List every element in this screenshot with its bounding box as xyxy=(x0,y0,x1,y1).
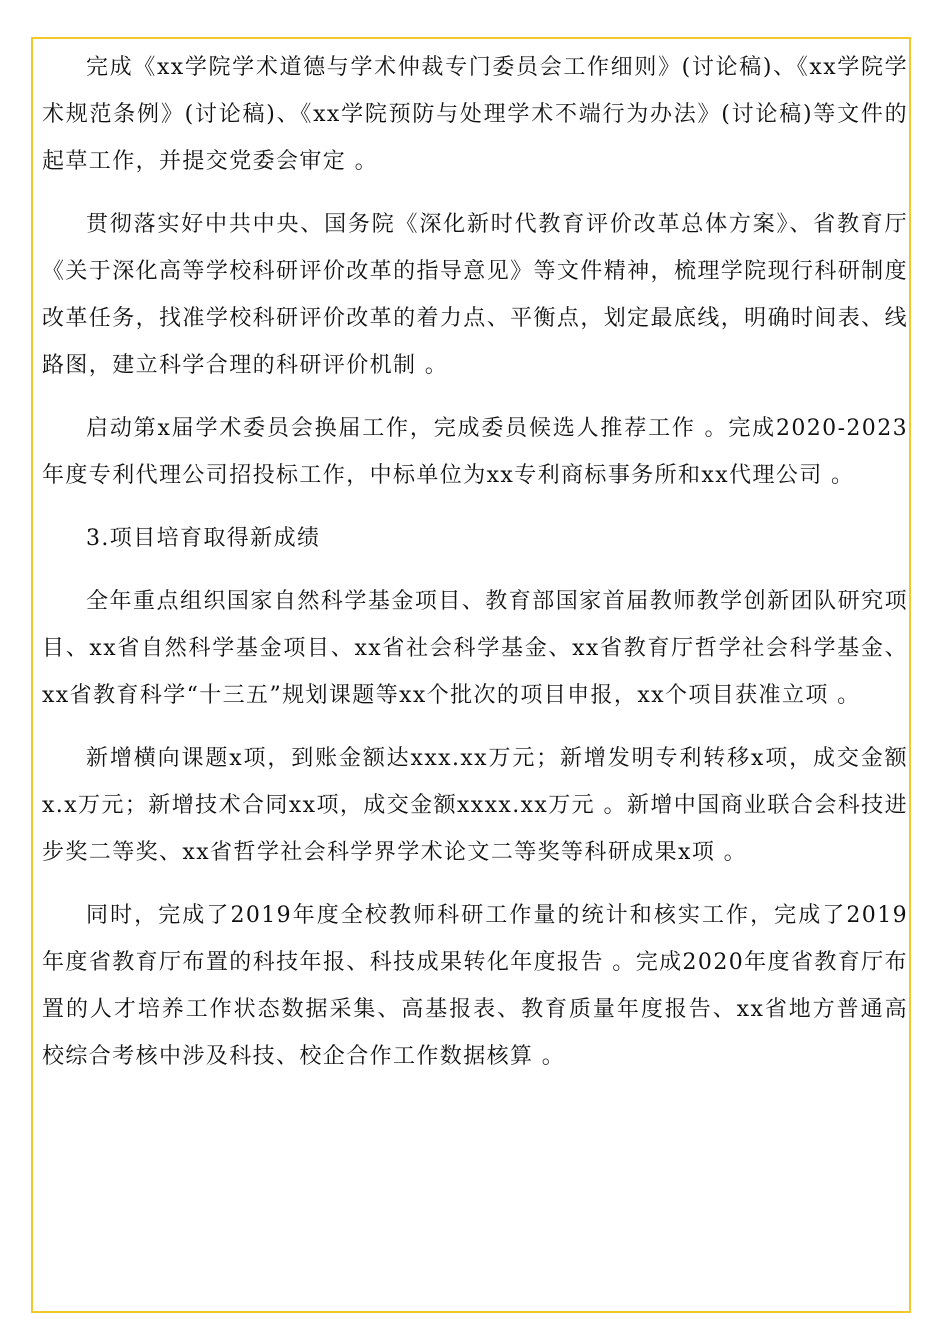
paragraph-3: 启动第x届学术委员会换届工作，完成委员候选人推荐工作 。完成2020-2023年度专利代理公司招投标工作，中标单位为xx专利商标事务所和xx代理公司 。 xyxy=(42,416,908,488)
section-heading: 3.项目培育取得新成绩 xyxy=(86,526,321,551)
paragraph-6: 同时，完成了2019年度全校教师科研工作量的统计和核实工作，完成了2019年度省教育厅布置的科技年报、科技成果转化年度报告 。完成2020年度省教育厅布置的人才培养工作状态数据采集、高基报表、教育质量年度报告、xx省地方普通高校综合考核中涉及科技、校企合作工作数据核算 。 xyxy=(42,903,908,1069)
paragraph-1: 完成《xx学院学术道德与学术仲裁专门委员会工作细则》(讨论稿)、《xx学院学术规范条例》(讨论稿)、《xx学院预防与处理学术不端行为办法》(讨论稿)等文件的起草工作，并提交党委会审定 。 xyxy=(42,55,908,174)
document-body xyxy=(42,44,908,1096)
paragraph-5: 新增横向课题x项，到账金额达xxx.xx万元；新增发明专利转移x项，成交金额x.x万元；新增技术合同xx项，成交金额xxxx.xx万元 。新增中国商业联合会科技进步奖二等奖、xx省哲学社会科学界学术论文二等奖等科研成果x项 。 xyxy=(42,746,908,865)
paragraph-2: 贯彻落实好中共中央、国务院《深化新时代教育评价改革总体方案》、省教育厅《关于深化高等学校科研评价改革的指导意见》等文件精神，梳理学院现行科研制度改革任务，找准学校科研评价改革的着力点、平衡点，划定最底线，明确时间表、线路图，建立科学合理的科研评价机制 。 xyxy=(42,212,908,378)
paragraph-4: 全年重点组织国家自然科学基金项目、教育部国家首届教师教学创新团队研究项目、xx省自然科学基金项目、xx省社会科学基金、xx省教育厅哲学社会科学基金、xx省教育科学“十三五”规划课题等xx个批次的项目申报，xx个项目获准立项 。 xyxy=(42,589,908,708)
